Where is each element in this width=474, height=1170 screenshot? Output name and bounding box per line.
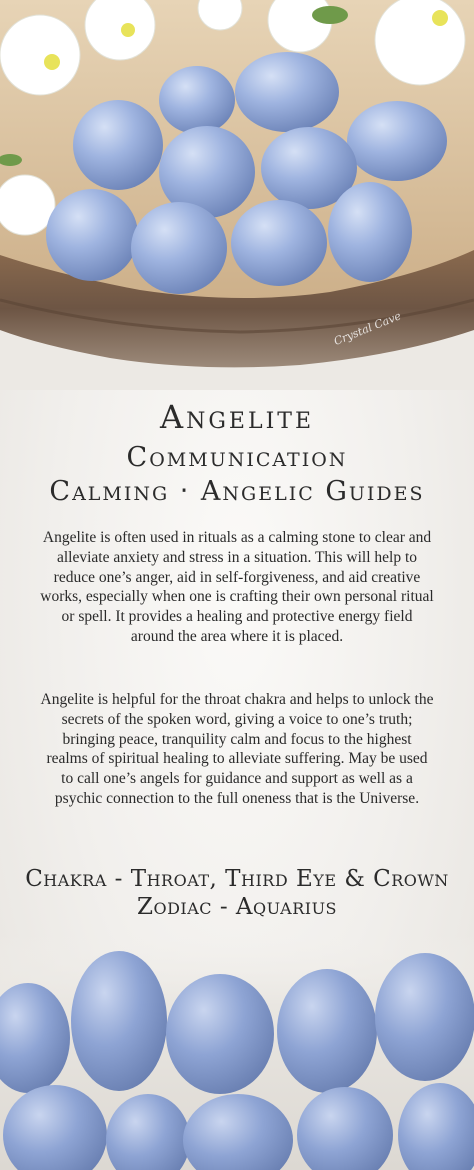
bottom-stones-photo bbox=[0, 935, 474, 1170]
description-paragraph-1: Angelite is often used in rituals as a calming stone to clear and alleviate anxiety and stress in a situation. This will help to reduce one’s anger, aid in self-forgiveness, and aid creative works, especially when one is crafting their own personal ritual or spell. It provides a healing and protective energy field around the area where it is placed. bbox=[40, 529, 434, 645]
zodiac-line: Zodiac - Aquarius bbox=[136, 894, 338, 920]
subtitle-line-1: Communication bbox=[126, 442, 348, 473]
description-paragraph-2: Angelite is helpful for the throat chakra and helps to unlock the secrets of the spoken word, giving a voice to one’s truth; bringing peace, tranquility calm and focus to the highest realms of spiritual healing to alleviate suffering. May be used to call one’s angels for guidance and support as well as a psychic connection to the full oneness that is the Universe. bbox=[40, 691, 434, 807]
top-stones-photo bbox=[0, 0, 474, 390]
chakra-line: Chakra - Throat, Third Eye & Crown bbox=[25, 866, 449, 892]
page-title: Angelite bbox=[159, 398, 315, 436]
subtitle-line-2: Calming ‧ Angelic Guides bbox=[49, 476, 425, 507]
watermark: Crystal Cave bbox=[332, 309, 403, 349]
